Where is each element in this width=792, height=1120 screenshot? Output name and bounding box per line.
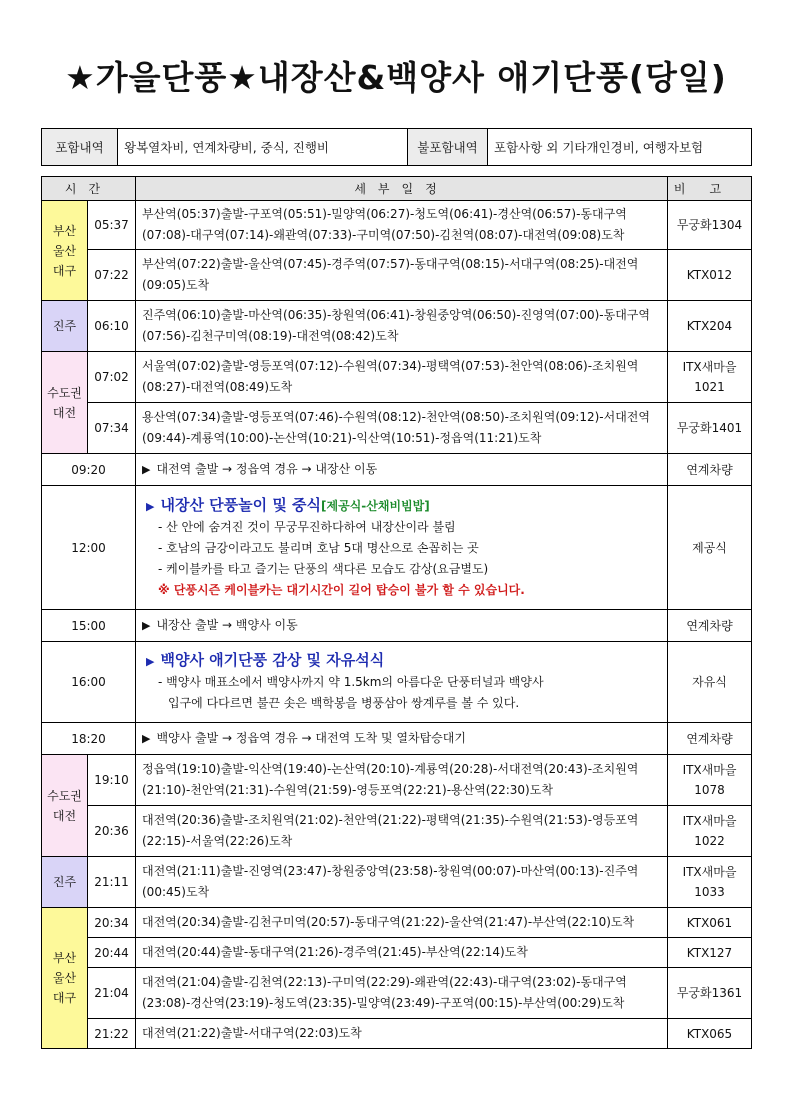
- time-cell: 15:00: [42, 610, 136, 642]
- table-row: [42, 968, 752, 1019]
- time-cell: 18:20: [42, 723, 136, 755]
- table-row: [42, 301, 752, 352]
- note-cell: 연계차량: [668, 610, 752, 642]
- region-cell: 부산 울산 대구: [42, 908, 88, 1049]
- time-cell: 21:11: [88, 857, 136, 908]
- section-heading: 내장산 단풍놀이 및 중식: [160, 495, 322, 514]
- time-cell: 19:10: [88, 755, 136, 806]
- note-cell: 자유식: [668, 642, 752, 723]
- time-cell: 21:22: [88, 1019, 136, 1049]
- note-cell: 무궁화1361: [668, 968, 752, 1019]
- note-cell: 연계차량: [668, 454, 752, 486]
- note-cell: 제공식: [668, 486, 752, 610]
- table-row: [42, 486, 752, 610]
- detail-cell: 부산역(07:22)출발-울산역(07:45)-경주역(07:57)-동대구역(08:15)-서대구역(08:25)-대전역(09:05)도착: [136, 250, 668, 301]
- table-row: [42, 938, 752, 968]
- detail-cell: 부산역(05:37)출발-구포역(05:51)-밀양역(06:27)-청도역(06:41)-경산역(06:57)-동대구역(07:08)-대구역(07:14)-왜관역(07:33)-구미역(07:50)-김천역(08:07)-대전역(09:08)도착: [136, 201, 668, 250]
- table-row: [42, 908, 752, 938]
- bullet-text: 입구에 다다르면 불끈 솟은 백학봉을 병풍삼아 쌍계루를 볼 수 있다.: [168, 696, 520, 710]
- note-cell: KTX204: [668, 301, 752, 352]
- region-cell: 부산 울산 대구: [42, 201, 88, 301]
- bullet-text: - 산 안에 숨겨진 것이 무궁무진하다하여 내장산이라 불림: [158, 519, 456, 534]
- detail-text: 백양사 출발 → 정읍역 경유 → 대전역 도착 및 열차탑승대기: [156, 731, 466, 745]
- bullet-text: - 케이블카를 타고 즐기는 단풍의 색다른 모습도 감상(요금별도): [158, 561, 489, 576]
- table-row: [42, 755, 752, 806]
- note-cell: ITX새마을 1021: [668, 352, 752, 403]
- triangle-icon: ▶: [142, 463, 151, 476]
- table-row: [42, 610, 752, 642]
- detail-cell: 서울역(07:02)출발-영등포역(07:12)-수원역(07:34)-평택역(07:53)-천안역(08:06)-조치원역(08:27)-대전역(08:49)도착: [136, 352, 668, 403]
- triangle-icon: ▶: [146, 655, 155, 668]
- note-cell: KTX065: [668, 1019, 752, 1049]
- table-row: [42, 352, 752, 403]
- note-cell: KTX127: [668, 938, 752, 968]
- note-cell: 무궁화1304: [668, 201, 752, 250]
- detail-cell: [136, 723, 668, 755]
- table-row: [42, 403, 752, 454]
- time-cell: 21:04: [88, 968, 136, 1019]
- bullet-text: - 호남의 금강이라고도 불리며 호남 5대 명산으로 손꼽히는 곳: [158, 540, 479, 555]
- included-label: 포함내역: [42, 129, 118, 166]
- bullet-text: - 백양사 매표소에서 백양사까지 약 1.5km의 아름다운 단풍터널과 백양사: [158, 675, 544, 689]
- section-heading: 백양사 애기단풍 감상 및 자유석식: [160, 651, 385, 669]
- note-cell: KTX012: [668, 250, 752, 301]
- schedule-table: [41, 176, 752, 1049]
- table-row: [42, 201, 752, 250]
- table-row: [42, 454, 752, 486]
- header-note: 비고: [668, 177, 752, 201]
- note-cell: ITX새마을 1033: [668, 857, 752, 908]
- region-cell: 진주: [42, 857, 88, 908]
- time-cell: 09:20: [42, 454, 136, 486]
- page-title: ★가을단풍★내장산&백양사 애기단풍(당일): [65, 58, 727, 97]
- detail-cell: 대전역(20:44)출발-동대구역(21:26)-경주역(21:45)-부산역(22:14)도착: [136, 938, 668, 968]
- triangle-icon: ▶: [146, 499, 155, 513]
- time-cell: 07:02: [88, 352, 136, 403]
- region-cell: 수도권 대전: [42, 352, 88, 454]
- time-cell: 20:36: [88, 806, 136, 857]
- detail-cell: [136, 642, 668, 723]
- table-row: [42, 642, 752, 723]
- warning-text: ※ 단풍시즌 케이블카는 대기시간이 길어 탑승이 불가 할 수 있습니다.: [158, 582, 525, 597]
- time-cell: 20:34: [88, 908, 136, 938]
- note-cell: ITX새마을 1022: [668, 806, 752, 857]
- included-value: 왕복열차비, 연계차량비, 중식, 진행비: [118, 129, 408, 166]
- excluded-label: 불포함내역: [408, 129, 488, 166]
- detail-text: 내장산 출발 → 백양사 이동: [156, 618, 298, 632]
- detail-cell: 대전역(20:34)출발-김천구미역(20:57)-동대구역(21:22)-울산역(21:47)-부산역(22:10)도착: [136, 908, 668, 938]
- region-cell: 진주: [42, 301, 88, 352]
- detail-cell: 용산역(07:34)출발-영등포역(07:46)-수원역(08:12)-천안역(08:50)-조치원역(09:12)-서대전역(09:44)-계룡역(10:00)-논산역(10:21)-익산역(10:51)-정읍역(11:21)도착: [136, 403, 668, 454]
- detail-cell: [136, 610, 668, 642]
- time-cell: 05:37: [88, 201, 136, 250]
- region-cell: 수도권 대전: [42, 755, 88, 857]
- header-detail: 세부일정: [136, 177, 668, 201]
- detail-cell: 대전역(21:11)출발-진영역(23:47)-창원중앙역(23:58)-창원역(00:07)-마산역(00:13)-진주역(00:45)도착: [136, 857, 668, 908]
- detail-cell: 정읍역(19:10)출발-익산역(19:40)-논산역(20:10)-계룡역(20:28)-서대전역(20:43)-조치원역(21:10)-천안역(21:31)-수원역(21:59)-영등포역(22:21)-용산역(22:30)도착: [136, 755, 668, 806]
- detail-cell: 대전역(21:22)출발-서대구역(22:03)도착: [136, 1019, 668, 1049]
- time-cell: 16:00: [42, 642, 136, 723]
- detail-cell: 대전역(20:36)출발-조치원역(21:02)-천안역(21:22)-평택역(21:35)-수원역(21:53)-영등포역(22:15)-서울역(22:26)도착: [136, 806, 668, 857]
- meal-tag: [제공식-산채비빔밥]: [321, 498, 430, 513]
- detail-cell: 대전역(21:04)출발-김천역(22:13)-구미역(22:29)-왜관역(22:43)-대구역(23:02)-동대구역(23:08)-경산역(23:19)-청도역(23:35)-밀양역(23:49)-구포역(00:15)-부산역(00:29)도착: [136, 968, 668, 1019]
- time-cell: 07:22: [88, 250, 136, 301]
- note-cell: 무궁화1401: [668, 403, 752, 454]
- detail-cell: [136, 454, 668, 486]
- detail-text: 대전역 출발 → 정읍역 경유 → 내장산 이동: [156, 462, 378, 476]
- excluded-value: 포함사항 외 기타개인경비, 여행자보험: [488, 129, 752, 166]
- note-cell: KTX061: [668, 908, 752, 938]
- time-cell: 06:10: [88, 301, 136, 352]
- triangle-icon: ▶: [142, 619, 151, 632]
- time-cell: 07:34: [88, 403, 136, 454]
- detail-cell: [136, 486, 668, 610]
- table-row: [42, 723, 752, 755]
- note-cell: 연계차량: [668, 723, 752, 755]
- triangle-icon: ▶: [142, 732, 151, 745]
- inclusion-table: [41, 128, 752, 166]
- header-time: 시간: [42, 177, 136, 201]
- table-row: [42, 250, 752, 301]
- table-row: [42, 1019, 752, 1049]
- note-cell: ITX새마을 1078: [668, 755, 752, 806]
- time-cell: 12:00: [42, 486, 136, 610]
- table-row: [42, 806, 752, 857]
- table-row: [42, 857, 752, 908]
- detail-cell: 진주역(06:10)출발-마산역(06:35)-창원역(06:41)-창원중앙역(06:50)-진영역(07:00)-동대구역(07:56)-김천구미역(08:19)-대전역(08:42)도착: [136, 301, 668, 352]
- time-cell: 20:44: [88, 938, 136, 968]
